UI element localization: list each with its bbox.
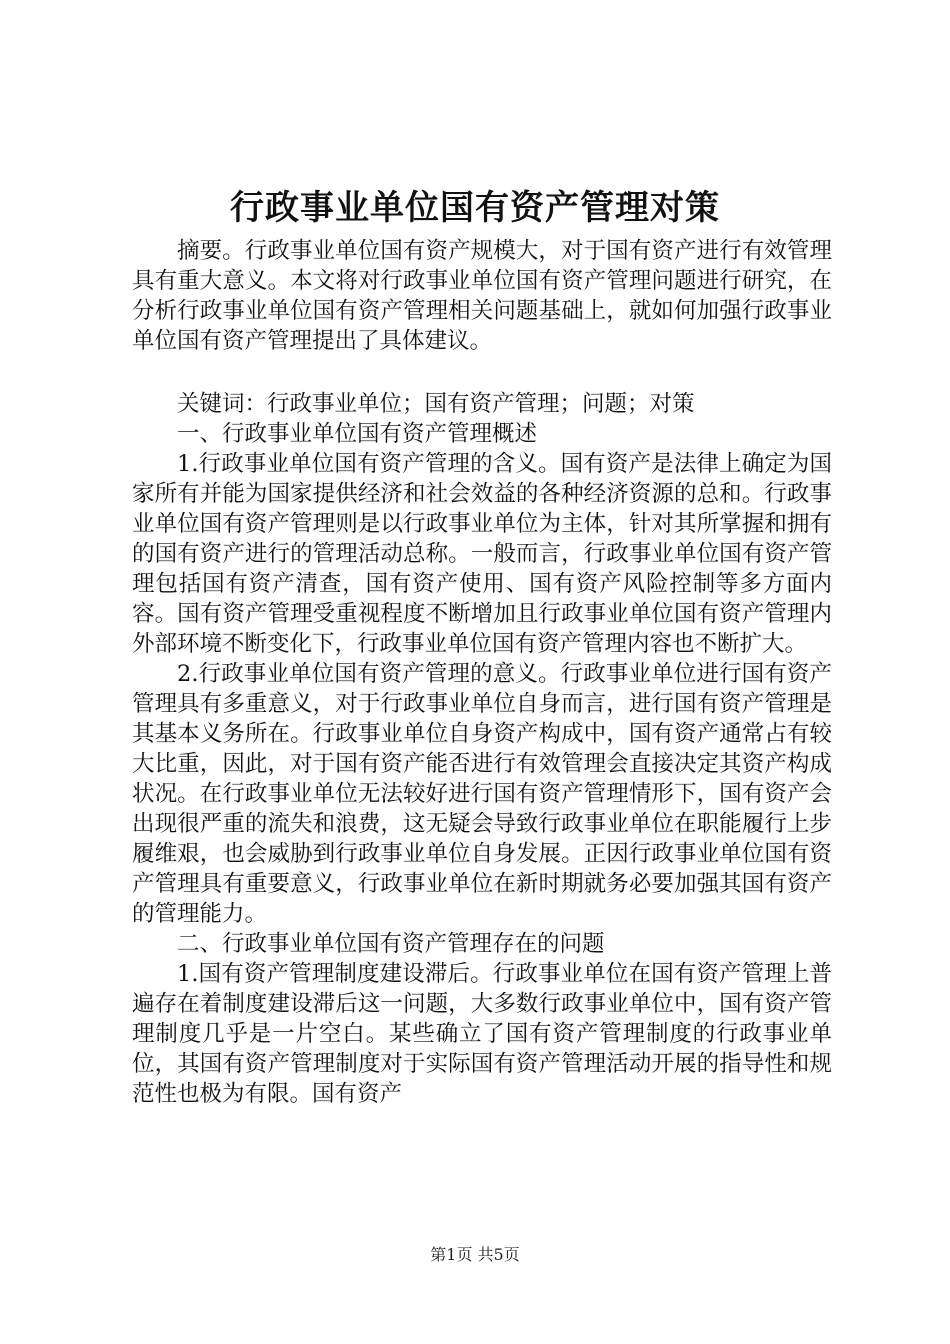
- paragraph-1-2: 2.行政事业单位国有资产管理的意义。行政事业单位进行国有资产管理具有多重意义，对于行政事业单位自身而言，进行国有资产管理是其基本义务所在。行政事业单位自身资产构成中，国有资产通常占有较大比重，因此，对于国有资产能否进行有效管理会直接决定其资产构成状况。在行政事业单位无法较好进行国有资产管理情形下，国有资产会出现很严重的流失和浪费，这无疑会导致行政事业单位在职能履行上步履维艰，也会威胁到行政事业单位自身发展。正因行政事业单位国有资产管理具有重要意义，行政事业单位在新时期就务必要加强其国有资产的管理能力。: [132, 661, 832, 927]
- section-heading-1: 一、行政事业单位国有资产管理概述: [177, 421, 538, 447]
- paragraph-1-1: 1.行政事业单位国有资产管理的含义。国有资产是法律上确定为国家所有并能为国家提供经济和社会效益的各种经济资源的总和。行政事业单位国有资产管理则是以行政事业单位为主体，针对其所掌握和拥有的国有资产进行的管理活动总称。一般而言，行政事业单位国有资产管理包括国有资产清查，国有资产使用、国有资产风险控制等多方面内容。国有资产管理受重视程度不断增加且行政事业单位国有资产管理内外部环境不断变化下，行政事业单位国有资产管理内容也不断扩大。: [132, 451, 832, 657]
- abstract-paragraph: 摘要。行政事业单位国有资产规模大，对于国有资产进行有效管理具有重大意义。本文将对行政事业单位国有资产管理问题进行研究，在分析行政事业单位国有资产管理相关问题基础上，就如何加强行政事业单位国有资产管理提出了具体建议。: [132, 238, 832, 354]
- abstract-block: [132, 236, 832, 356]
- paragraph-2-1: 1.国有资产管理制度建设滞后。行政事业单位在国有资产管理上普遍存在着制度建设滞后这一问题，大多数行政事业单位中，国有资产管理制度几乎是一片空白。某些确立了国有资产管理制度的行政事业单位，其国有资产管理制度对于实际国有资产管理活动开展的指导性和规范性也极为有限。国有资产: [132, 961, 832, 1107]
- section-heading-2: 二、行政事业单位国有资产管理存在的问题: [177, 931, 605, 957]
- document-title: 行政事业单位国有资产管理对策: [230, 188, 720, 228]
- keywords-line: 关键词：行政事业单位；国有资产管理；问题；对策: [177, 391, 695, 417]
- document-body: [132, 389, 832, 1109]
- page-footer: 第1页 共5页: [430, 1245, 520, 1264]
